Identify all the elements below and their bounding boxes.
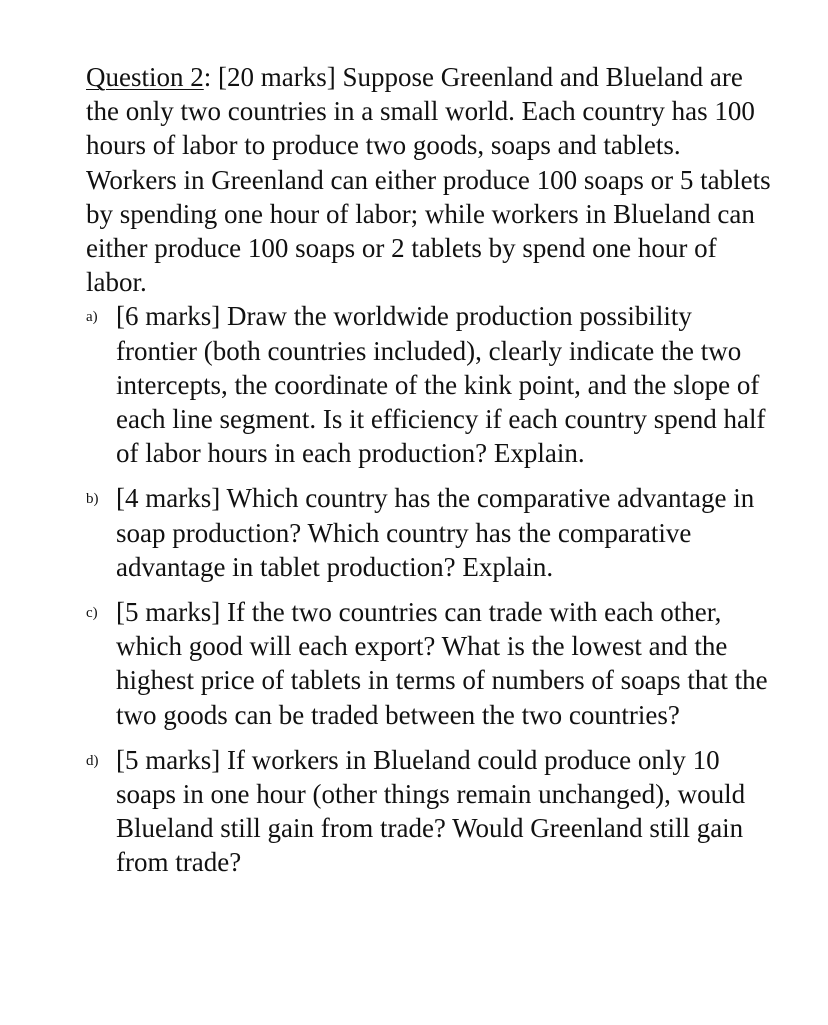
question-intro-text: : [20 marks] Suppose Greenland and Blueland are the only two countries in a small world. Each country has 100 hours of labor to produce two goods, soaps and tablets. Workers in Greenland can either produce 100 soaps or 5 tablets by spending one hour of labor; while workers in Blueland can either produce 100 soaps or 2 tablets by spend one hour of labor. (86, 62, 771, 298)
part-a (86, 299, 776, 470)
part-d-letter: d) (86, 752, 99, 769)
question-intro (86, 60, 776, 299)
part-c-letter: c) (86, 605, 98, 622)
part-b-text: [4 marks] Which country has the comparative advantage in soap production? Which country has the comparative advantage in tablet production? Explain. (116, 483, 755, 582)
question-document (86, 60, 776, 880)
part-d (86, 743, 776, 880)
part-a-text: [6 marks] Draw the worldwide production possibility frontier (both countries included), clearly indicate the two intercepts, the coordinate of the kink point, and the slope of each line segment. Is it efficiency if each country spend half of labor hours in each production? Explain. (116, 301, 766, 469)
part-c-text: [5 marks] If the two countries can trade with each other, which good will each export? What is the lowest and the highest price of tablets in terms of numbers of soaps that the two goods can be traded between the two countries? (116, 597, 768, 730)
question-label: Question 2 (86, 62, 204, 92)
part-b-letter: b) (86, 491, 99, 508)
part-d-text: [5 marks] If workers in Blueland could produce only 10 soaps in one hour (other things remain unchanged), would Blueland still gain from trade? Would Greenland still gain from trade? (116, 744, 746, 878)
part-a-letter: a) (86, 309, 98, 326)
part-c (86, 595, 776, 732)
part-b (86, 481, 776, 584)
